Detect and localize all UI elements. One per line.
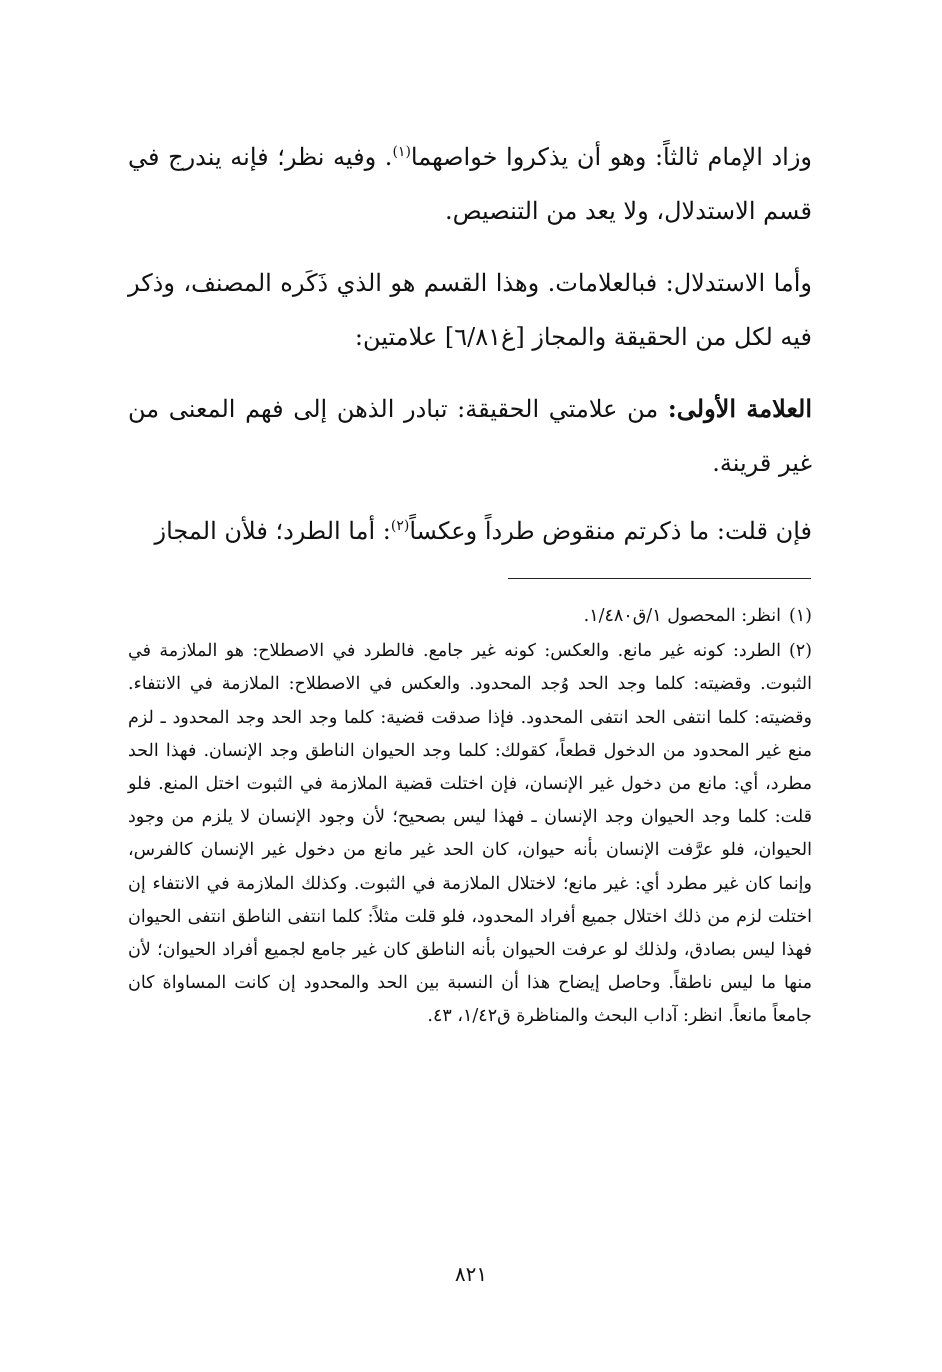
paragraph-1 [128,130,812,238]
footnote-2-number: (٢) [788,641,812,662]
paragraph-3-block [128,382,812,490]
paragraph-3-text: من علامتي الحقيقة: تبادر الذهن إلى فهم المعنى من غير قرينة. [128,395,812,477]
footnote-1 [128,600,812,633]
paragraph-4-text-a: فإن قلت: ما ذكرتم منقوض طرداً وعكساً [409,517,812,545]
footnote-divider [508,578,811,579]
footnote-1-text: انظر: المحصول ١/ق١/٤٨٠. [583,606,781,626]
paragraph-4 [128,504,812,558]
paragraph-2-block [128,256,812,364]
footnotes-section [128,600,812,1036]
page-number: ٨٢١ [454,1262,488,1286]
footnote-ref-1[interactable]: (١) [392,144,411,160]
footnote-2-text: الطرد: كونه غير مانع. والعكس: كونه غير جامع. فالطرد في الاصطلاح: هو الملازمة في الثبوت. وقضيته: كلما وجد الحد وُجد المحدود. والعكس في الاصطلاح: الملازمة في الانتفاء. وقضيته: كلما انتفى الحد انتفى المحدود. فإذا صدقت قضية: كلما وجد الحد وجد المحدود ـ لزم منع غير المحدود من الدخول قطعاً، كقولك: كلما وجد الحيوان الناطق وجد الإنسان. فهذا الحد مطرد، أي: مانع من دخول غير الإنسان، فإن اختلت قضية الملازمة في الثبوت اختل المنع. فلو قلت: كلما وجد الحيوان وجد الإنسان ـ فهذا ليس بصحيح؛ لأن وجود الإنسان لا يلزم من وجود الحيوان، فلو عرَّفت الإنسان بأنه حيوان، كان الحد غير مانع من دخول غير الإنسان كالفرس، وإنما كان غير مطرد أي: غير مانع؛ لاختلال الملازمة في الثبوت. وكذلك الملازمة في الانتفاء إن اختلت لزم من ذلك اختلال جميع أفراد المحدود، فلو قلت مثلاً: كلما انتفى الناطق انتفى الحيوان فهذا ليس بصادق، ولذلك لو عرفت الحيوان بأنه الناطق كان غير جامع لجميع أفراد الحيوان؛ لأن منها ما ليس ناطقاً. وحاصل إيضاح هذا أن النسبة بين الحد والمحدود إن كانت المساواة كان جامعاً مانعاً. انظر: آداب البحث والمناظرة ق١/٤٢، ٤٣. [128,641,812,1027]
paragraph-4-block [128,504,812,558]
paragraph-3-heading: العلامة الأولى: [667,394,812,423]
footnote-ref-2[interactable]: (٢) [390,518,410,534]
paragraph-2: وأما الاستدلال: فبالعلامات. وهذا القسم هو الذي ذَكَره المصنف، وذكر فيه لكل من الحقيقة والمجاز [غ٦/٨١] علامتين: [128,269,812,351]
footnote-1-number: (١) [788,606,812,626]
main-text-body [128,130,812,238]
paragraph-4-text-b: : أما الطرد؛ فلأن المجاز [154,517,391,545]
paragraph-1-text-b: . وفيه نظر؛ فإنه يندرج في قسم الاستدلال، ولا يعد من التنصيص. [128,143,812,225]
paragraph-1-text-a: وزاد الإمام ثالثاً: وهو أن يذكروا خواصهما [410,143,813,171]
paragraph-3 [128,382,812,490]
footnote-2 [128,635,812,1033]
